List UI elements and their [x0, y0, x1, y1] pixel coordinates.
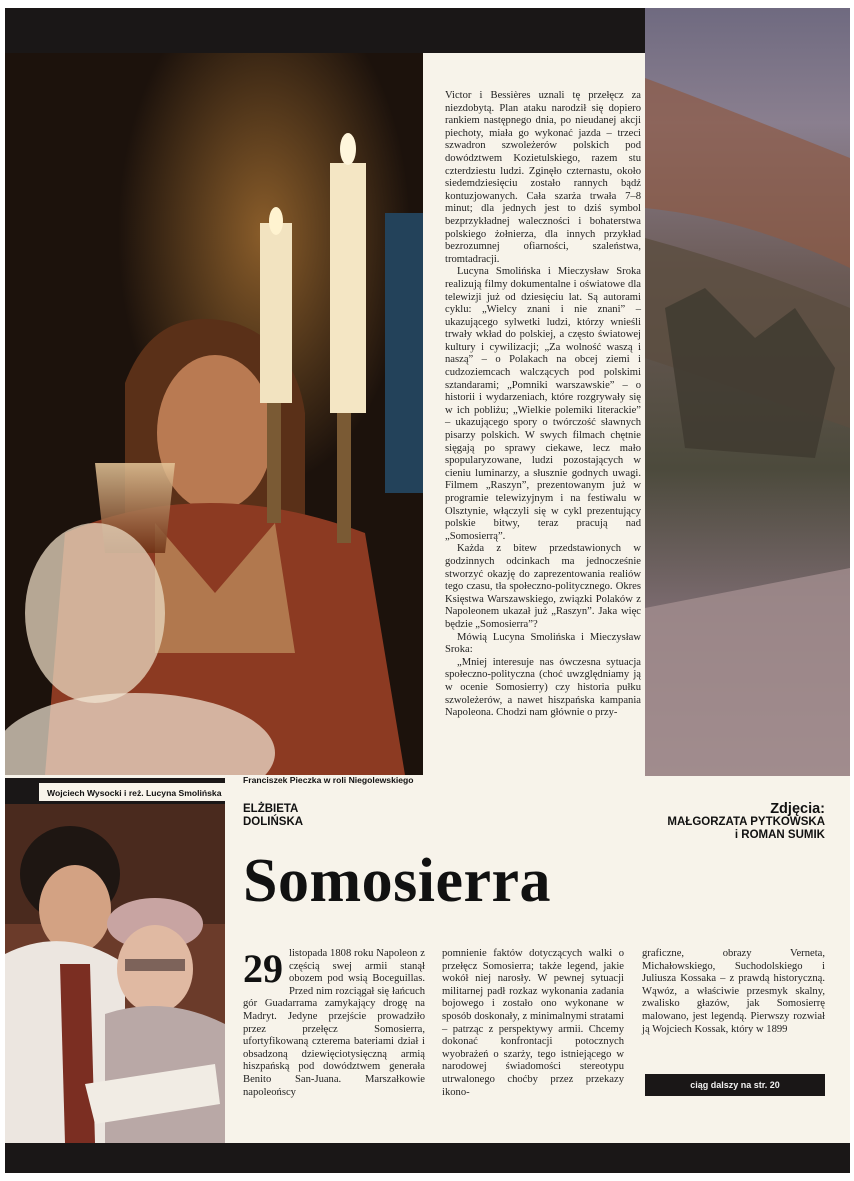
battle-painting-photo [645, 8, 850, 776]
author-byline [243, 803, 303, 829]
paragraph: Mówią Lucyna Smolińska i Mieczysław Sroka: [445, 631, 641, 656]
continued-on-page-label: ciąg dalszy na str. 20 [645, 1074, 825, 1096]
bottom-column-1 [243, 948, 425, 1099]
bottom-column-3 [642, 948, 825, 1036]
bottom-column-2 [442, 948, 624, 1099]
magazine-page [5, 8, 850, 1173]
small-photo-caption: Wojciech Wysocki i reż. Lucyna Smolińska [47, 788, 222, 798]
article-title: Somosierra [243, 847, 552, 915]
photographer-2: i ROMAN SUMIK [734, 829, 825, 841]
author-last-name: DOLIŃSKA [243, 816, 304, 828]
paragraph: Victor i Bessières uznali tę przełęcz za niezdobytą. Plan ataku narodził się dopiero rankiem następnego dnia, po nieudanej akcji piechoty, miała go wykonać jazda – trzeci szwadron szwoleżerów polskich pod dowództwem Kozietulskiego, razem stu czterdziestu ludzi. Zginęło czternastu, około siedemdziesięciu zostało rannych bądź kontuzjowanych. Cała szarża trwała 7–8 minut; dla jednych jest to dziś symbol bezprzykładnej waleczności i bohaterstwa polskiego żołnierza, dla innych przykład bezrozumnej ofiarności, szaleństwa, tromtadracji. [445, 90, 641, 265]
author-first-name: ELŻBIETA [243, 803, 299, 815]
top-article-column [445, 90, 641, 720]
paragraph: graficzne, obrazy Verneta, Michałowskiego, Suchodolskiego i Juliusza Kossaka – z prawdą historyczną. Wąwóz, a właściwie przesmyk skalny, zwalisko głazów, jak Somosierrę malowano, jest legendą. Pierwszy rozwiał ją Wojciech Kossak, który w 1899 [642, 948, 825, 1035]
photo-credit [605, 803, 825, 842]
paragraph: „Mniej interesuje nas ówczesna sytuacja społeczno-polityczna (choć uwzględniamy ją w ocenie Somosierry) czy historia pułku szwoleżerów, a nawet hiszpańska kampania Napoleona. Chodzi nam głównie o przy- [445, 656, 641, 719]
paragraph: Każda z bitew przedstawionych w godzinnych odcinkach ma jednocześnie stworzyć okazję do zaprezentowania realiów tego czasu, tła społeczno-politycznego. Okres Księstwa Warszawskiego, związki Polaków z Napoleonem ukazał już „Raszyn”. Jaka więc będzie „Somosierra”? [445, 543, 641, 630]
two-people-photo [5, 804, 225, 1143]
top-black-band [5, 8, 645, 53]
main-photo-caption: Franciszek Pieczka w roli Niegolewskiego [243, 775, 414, 785]
paragraph: pomnienie faktów dotyczących walki o przełęcz Somosierra; także legend, jakie wokół niej narosły. W pewnej sytuacji militarnej padł rozkaz wykonania zadania bojowego i zostało ono wykonane w sposób doskonały, z minimalnymi stratami – patrząc z perspektywy armii. Chcemy dokonać konfrontacji potocznych wyobrażeń o szarży, tego istniejącego w narodowej świadomości stereotypu utrwalonego choćby przez przekazy ikono- [442, 948, 624, 1098]
paragraph: listopada 1808 roku Napoleon z częścią swej armii stanął obozem pod wsią Boceguillas. Przed nim rozciągał się łańcuch gór Guadarrama zamykający drogę na Madryt. Jedyne przejście prowadziło przez przełęcz Somosierra, ufortyfikowaną czterema bateriami dział i obsadzoną dziewięciotysięczną armią hiszpańską pod dowództwem generała Benito San-Juana. Marszałkowie napoleońscy [243, 948, 425, 1098]
drop-cap: 29 [243, 946, 283, 991]
photographer-1: MAŁGORZATA PYTKOWSKA [667, 816, 825, 828]
portrait-candles-photo [5, 53, 423, 775]
bottom-black-band [5, 1143, 850, 1173]
paragraph: Lucyna Smolińska i Mieczysław Sroka realizują filmy dokumentalne i oświatowe dla telewizji już od dziesięciu lat. Są autorami cyklu: „Wielcy znani i nie znani” – ukazującego sylwetki ludzi, którzy wnieśli trwały wkład do polskiej, a często światowej kultury i cywilizacji; „Za wolność waszą i naszą” – o Polakach na obcej ziemi i cudzoziemcach walczących pod polskimi sztandarami; „Pomniki warszawskie” – o historii i wydarzeniach, które rozgrywały się w ich pobliżu; „Wielkie polemiki literackie” – ukazującego spory o twórczość sławnych pisarzy polskich. W swych filmach chętnie sięgają po sprawy ciekawe, lecz mało spopularyzowane, ludzi pozostających w cieniu luminarzy, a słusznie godnych uwagi. Filmem „Raszyn”, prezentowanym już w programie telewizyjnym i na festiwalu w Olsztynie, włączyli się w cykl prezentujący polskie bitwy, teraz pracują nad „Somosierrą”. [445, 266, 641, 542]
photos-label: Zdjęcia: [770, 801, 825, 817]
